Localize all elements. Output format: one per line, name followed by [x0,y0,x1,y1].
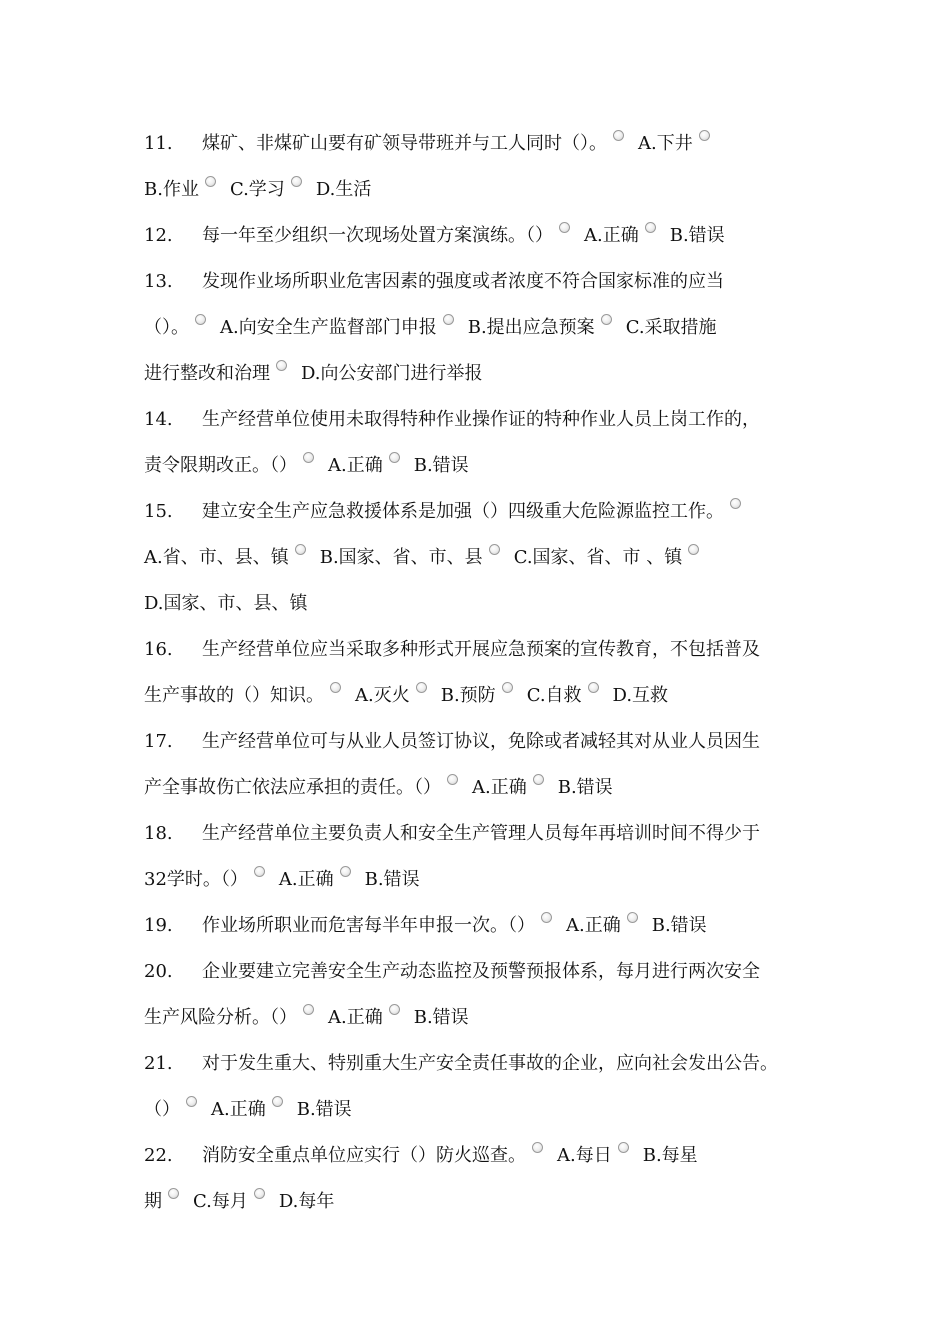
question-21-line-2 [144,1095,890,1125]
question-15-line-1 [144,497,890,527]
radio-button-icon[interactable] [272,1096,283,1107]
option-b-continued: 期 [144,1191,162,1212]
radio-button-icon[interactable] [254,1188,265,1199]
question-text: 生产事故的（）知识。 [144,685,324,706]
radio-button-icon[interactable] [613,130,624,141]
question-15-line-2 [144,543,890,573]
radio-button-icon[interactable] [559,222,570,233]
question-text: 建立安全生产应急救援体系是加强（）四级重大危险源监控工作。 [202,501,724,522]
question-text: 产全事故伤亡依法应承担的责任。（） [144,777,441,798]
radio-button-icon[interactable] [541,912,552,923]
question-17-line-1 [144,727,890,757]
question-text: 对于发生重大、特别重大生产安全责任事故的企业，应向社会发出公告。 [202,1053,778,1074]
question-number: 21. [144,1053,173,1074]
question-number: 18. [144,823,173,844]
option-b: B.每星 [642,1145,698,1166]
question-20-line-2 [144,1003,890,1033]
question-12-line-1 [144,221,890,251]
option-a: A.正确 [328,455,383,476]
question-text: 生产经营单位使用未取得特种作业操作证的特种作业人员上岗工作的， [202,409,760,430]
option-b: B.错误 [651,915,707,936]
option-b: B.提出应急预案 [467,317,595,338]
question-number: 16. [144,639,173,660]
question-number: 11. [144,133,173,154]
question-13-line-3 [144,359,890,389]
question-text: 生产经营单位应当采取多种形式开展应急预案的宣传教育，不包括普及 [202,639,760,660]
radio-button-icon[interactable] [699,130,710,141]
question-number: 15. [144,501,173,522]
radio-button-icon[interactable] [291,176,302,187]
question-text: 生产经营单位主要负责人和安全生产管理人员每年再培训时间不得少于 [202,823,760,844]
option-d: D.每年 [278,1191,335,1212]
question-text: 生产经营单位可与从业人员签订协议，免除或者减轻其对从业人员因生 [202,731,760,752]
option-c: C.学习 [229,179,285,200]
question-text: （）。 [144,317,189,338]
option-a: A.正确 [278,869,334,890]
option-b: B.预防 [440,685,496,706]
option-a: A.省、市、县、镇 [144,547,289,568]
question-14-line-1 [144,405,890,435]
question-text: 企业要建立完善安全生产动态监控及预警预报体系，每月进行两次安全 [202,961,760,982]
question-text: 消防安全重点单位应实行（）防火巡查。 [202,1145,526,1166]
radio-button-icon[interactable] [627,912,638,923]
question-number: 19. [144,915,173,936]
option-c-continued: 进行整改和治理 [144,363,270,384]
radio-button-icon[interactable] [303,1004,314,1015]
question-text: （） [144,1099,180,1120]
radio-button-icon[interactable] [295,544,306,555]
option-a: A.向安全生产监督部门申报 [220,317,437,338]
radio-button-icon[interactable] [389,452,400,463]
question-text: 作业场所职业而危害每半年申报一次。（） [202,915,535,936]
question-11-line-1 [144,129,890,159]
question-text: 32学时。（） [144,869,248,890]
radio-button-icon[interactable] [588,682,599,693]
question-number: 12. [144,225,173,246]
radio-button-icon[interactable] [645,222,656,233]
option-d: D.互救 [612,685,669,706]
radio-button-icon[interactable] [330,682,341,693]
radio-button-icon[interactable] [489,544,500,555]
radio-button-icon[interactable] [443,314,454,325]
radio-button-icon[interactable] [416,682,427,693]
question-14-line-2 [144,451,890,481]
option-a: A.每日 [557,1145,612,1166]
question-21-line-1 [144,1049,890,1079]
radio-button-icon[interactable] [502,682,513,693]
question-20-line-1 [144,957,890,987]
question-text: 生产风险分析。（） [144,1007,297,1028]
question-17-line-2 [144,773,890,803]
question-text: 责令限期改正。（） [144,455,297,476]
question-19-line-1 [144,911,890,941]
option-d: D.向公安部门进行举报 [301,363,483,384]
radio-button-icon[interactable] [533,774,544,785]
radio-button-icon[interactable] [303,452,314,463]
question-number: 20. [144,961,173,982]
question-number: 14. [144,409,173,430]
option-a: A.下井 [638,133,693,154]
option-b: B.错误 [296,1099,352,1120]
radio-button-icon[interactable] [340,866,351,877]
radio-button-icon[interactable] [205,176,216,187]
option-c: C.采取措施 [625,317,717,338]
radio-button-icon[interactable] [186,1096,197,1107]
option-a: A.正确 [566,915,621,936]
option-d: D.国家、市、县、镇 [144,593,308,614]
question-22-line-1 [144,1141,890,1171]
radio-button-icon[interactable] [254,866,265,877]
option-b: B.错误 [669,225,725,246]
option-b: B.国家、省、市、县 [319,547,483,568]
option-a: A.正确 [328,1007,383,1028]
question-22-line-2 [144,1187,890,1217]
option-a: A.灭火 [355,685,410,706]
question-number: 13. [144,271,173,292]
radio-button-icon[interactable] [447,774,458,785]
option-b: B.错误 [557,777,613,798]
question-text: 煤矿、非煤矿山要有矿领导带班并与工人同时（）。 [202,133,607,154]
question-text: 发现作业场所职业危害因素的强度或者浓度不符合国家标准的应当 [202,271,724,292]
question-16-line-2 [144,681,890,711]
option-b: B.错误 [364,869,420,890]
option-c: C.自救 [526,685,582,706]
radio-button-icon[interactable] [730,498,741,509]
radio-button-icon[interactable] [601,314,612,325]
option-a: A.正确 [472,777,527,798]
option-d: D.生活 [315,179,372,200]
radio-button-icon[interactable] [618,1142,629,1153]
question-18-line-1 [144,819,890,849]
question-16-line-1 [144,635,890,665]
question-number: 17. [144,731,173,752]
radio-button-icon[interactable] [195,314,206,325]
radio-button-icon[interactable] [168,1188,179,1199]
question-13-line-1 [144,267,890,297]
question-number: 22. [144,1145,173,1166]
question-13-line-2 [144,313,890,343]
radio-button-icon[interactable] [389,1004,400,1015]
question-18-line-2 [144,865,890,895]
question-11-line-2 [144,175,890,205]
option-a: A.正确 [211,1099,266,1120]
radio-button-icon[interactable] [276,360,287,371]
option-a: A.正确 [584,225,639,246]
option-c: C.每月 [193,1191,248,1212]
radio-button-icon[interactable] [688,544,699,555]
radio-button-icon[interactable] [532,1142,543,1153]
option-c: C.国家、省、市 、镇 [513,547,683,568]
question-15-line-3 [144,589,890,619]
option-b: B.错误 [413,455,469,476]
option-b: B.错误 [413,1007,469,1028]
option-b: B.作业 [144,179,199,200]
question-text: 每一年至少组织一次现场处置方案演练。（） [202,225,553,246]
